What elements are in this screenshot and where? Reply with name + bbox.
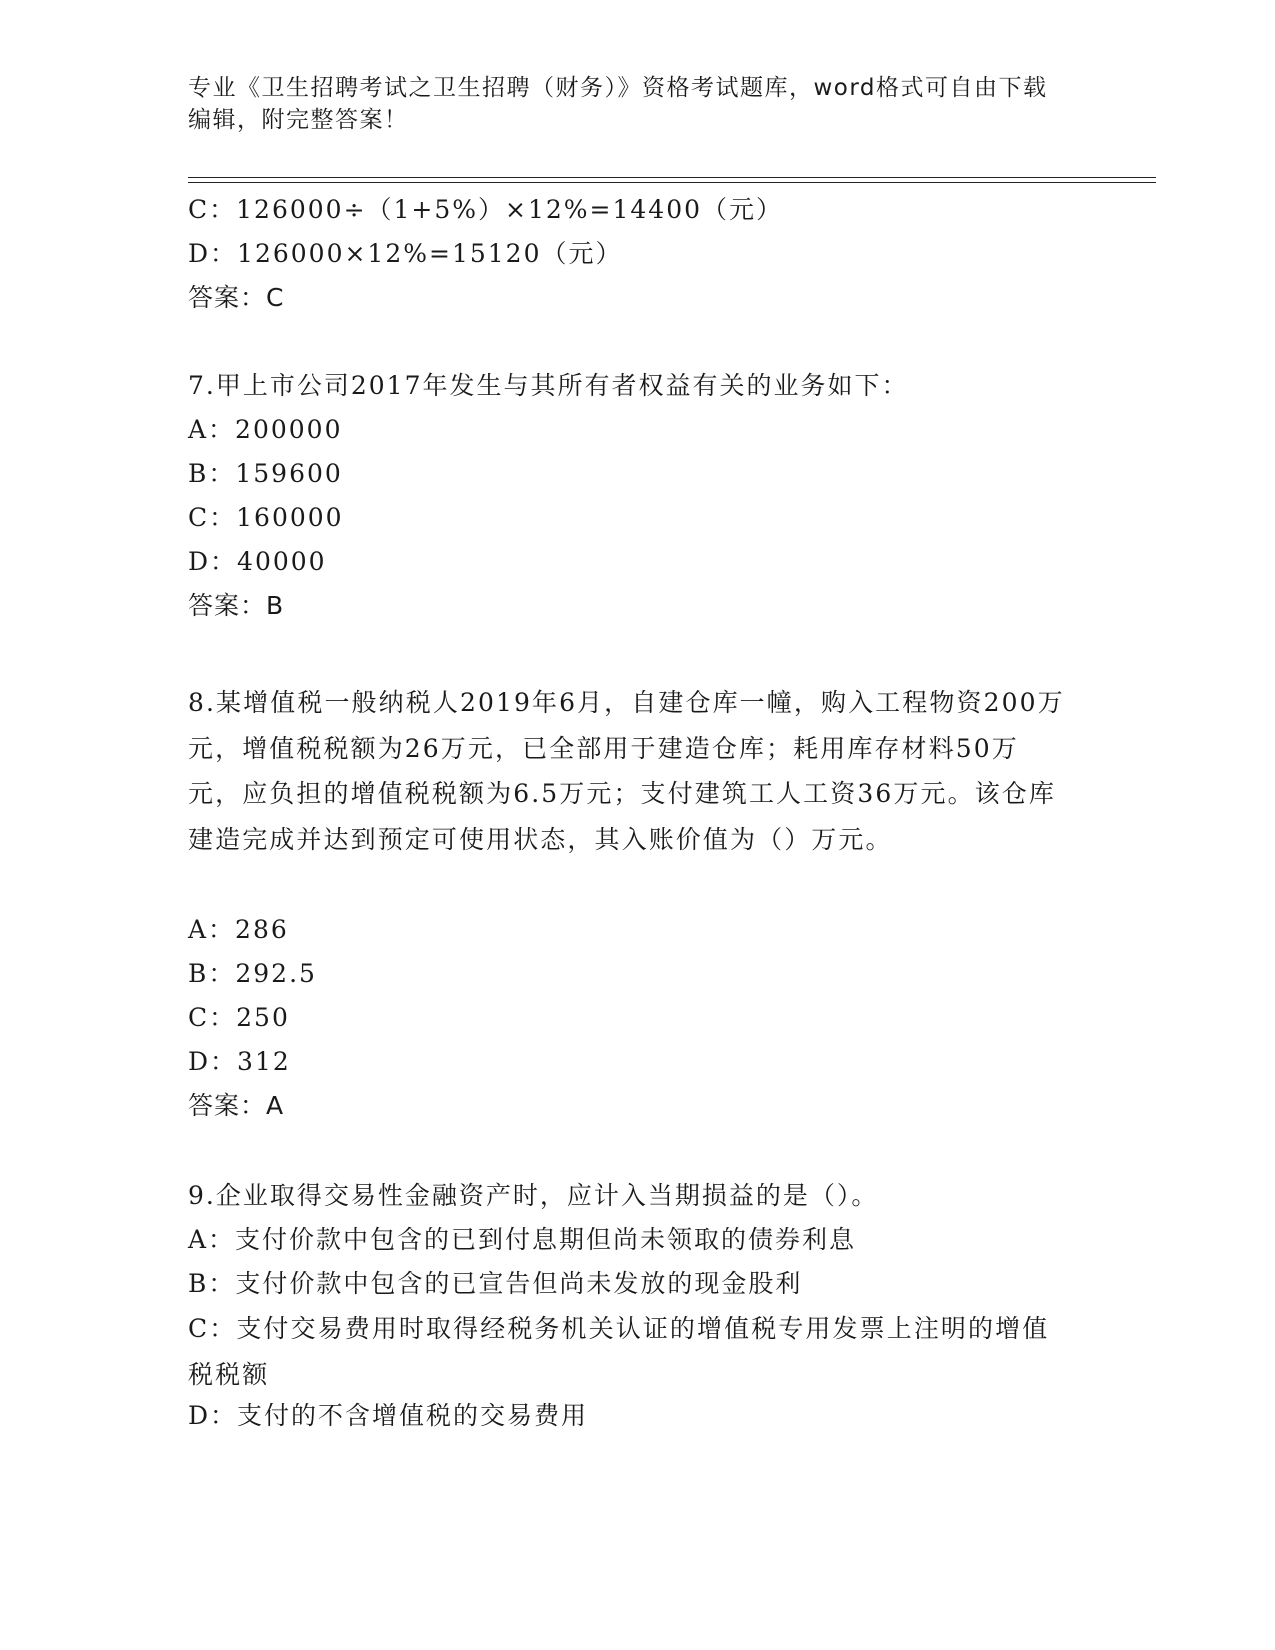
q9-option-a: A：支付价款中包含的已到付息期但尚未领取的债券利息: [188, 1225, 857, 1254]
q9-option-d: D：支付的不含增值税的交易费用: [188, 1401, 589, 1430]
document-header: [188, 72, 1088, 136]
q7-option-c: C：160000: [188, 503, 344, 532]
header-divider-double: [188, 182, 1156, 183]
q6-option-d: D：126000×12%=15120（元）: [188, 239, 623, 268]
q6-option-c: C：126000÷（1+5%）×12%=14400（元）: [188, 195, 784, 224]
header-line-2: 编辑，附完整答案！: [188, 107, 409, 133]
q8-option-a: A：286: [188, 915, 289, 944]
q8-answer: 答案：A: [188, 1091, 285, 1120]
q7-option-a: A：200000: [188, 415, 343, 444]
q9-stem: 9.企业取得交易性金融资产时，应计入当期损益的是（）。: [188, 1181, 879, 1210]
header-line-1: 专业《卫生招聘考试之卫生招聘（财务）》资格考试题库，word格式可自由下载: [188, 75, 1048, 101]
q7-option-d: D：40000: [188, 547, 327, 576]
q7-answer: 答案：B: [188, 591, 285, 620]
q6-answer: 答案：C: [188, 283, 285, 312]
q8-option-c: C：250: [188, 1003, 290, 1032]
q8-option-b: B：292.5: [188, 959, 317, 988]
header-divider: [188, 177, 1156, 178]
q7-option-b: B：159600: [188, 459, 343, 488]
q8-stem: 8.某增值税一般纳税人2019年6月，自建仓库一幢，购入工程物资200万元，增值税税额为26万元，已全部用于建造仓库；耗用库存材料50万元，应负担的增值税税额为6.5万元；支付建筑工人工资36万元。该仓库建造完成并达到预定可使用状态，其入账价值为（）万元。: [188, 688, 1065, 854]
q8-option-d: D：312: [188, 1047, 291, 1076]
q9-option-b: B：支付价款中包含的已宣告但尚未发放的现金股利: [188, 1269, 803, 1298]
q7-stem: 7.甲上市公司2017年发生与其所有者权益有关的业务如下：: [188, 371, 909, 400]
q9-option-c: C：支付交易费用时取得经税务机关认证的增值税专用发票上注明的增值税税额: [188, 1314, 1050, 1389]
